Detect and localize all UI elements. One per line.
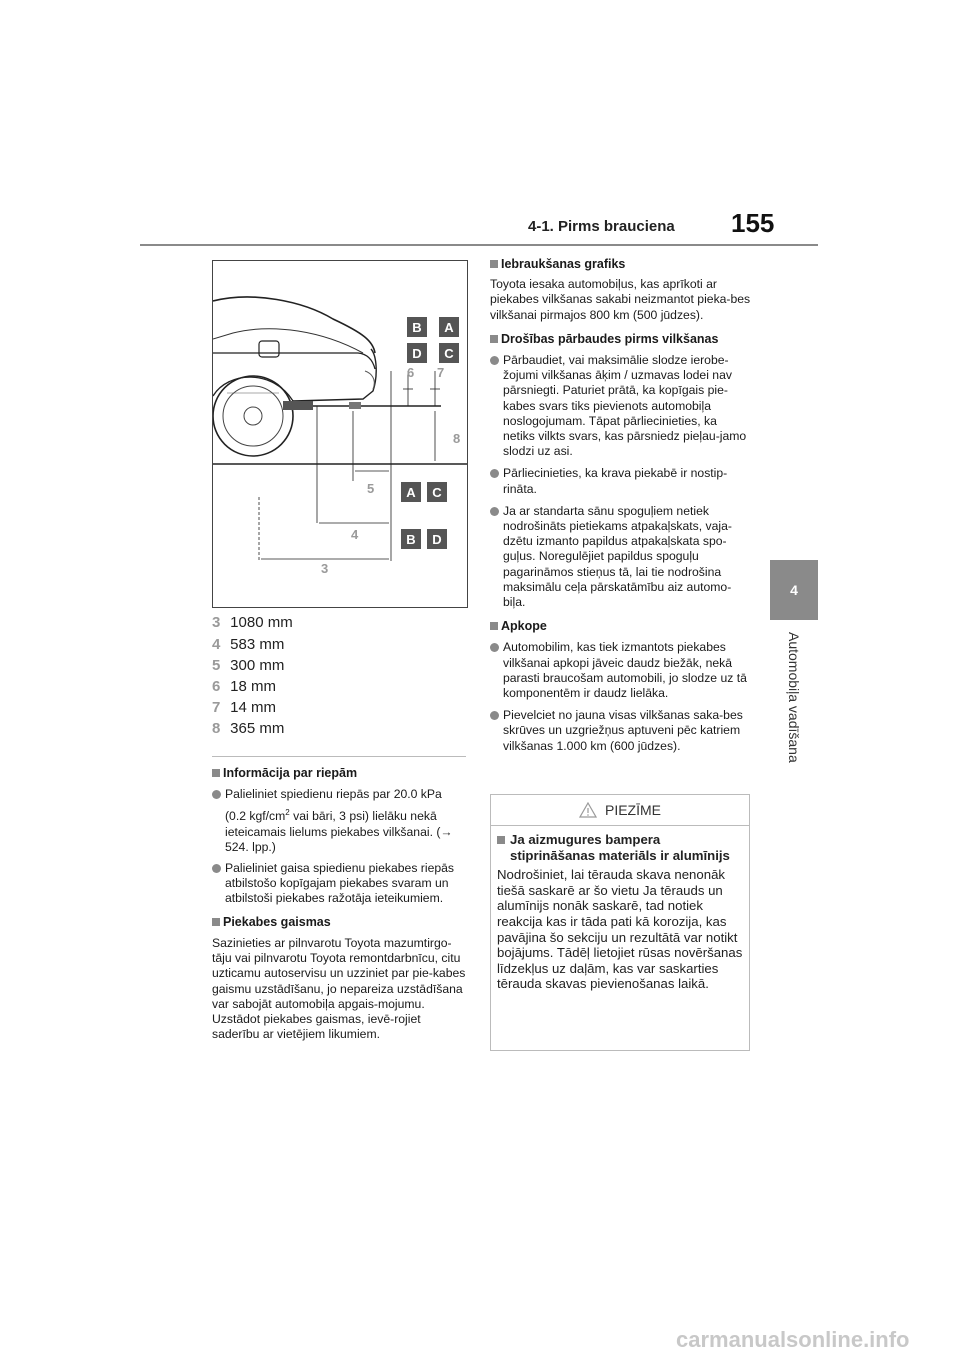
figure-label-7: 7 bbox=[437, 365, 445, 380]
safety-heading-text: Drošības pārbaudes pirms vilkšanas bbox=[501, 331, 719, 346]
lights-heading-text: Piekabes gaismas bbox=[223, 914, 331, 929]
tow-hitch-dimension-figure bbox=[212, 260, 468, 608]
figure-label-6: 6 bbox=[407, 365, 415, 380]
tag-a-mid: A bbox=[401, 482, 421, 502]
spec-6 bbox=[212, 678, 276, 695]
maint-heading-text: Apkope bbox=[501, 619, 547, 634]
spec-value: 18 mm bbox=[230, 678, 277, 695]
square-bullet-icon bbox=[490, 335, 498, 343]
spec-value: 365 mm bbox=[230, 720, 285, 737]
note-title: PIEZĪME bbox=[604, 802, 661, 818]
spec-value: 583 mm bbox=[230, 636, 285, 653]
tyres-heading bbox=[212, 766, 470, 781]
header-divider bbox=[140, 244, 818, 246]
chapter-label bbox=[768, 632, 820, 782]
safety-b1-text: Pārbaudiet, vai maksimālie slodze ierobe-žojumi vilkšanas āķim / uzmavas lodei nav pārsniegti. Paturiet prātā, ka kopīgais pie-kabes svars tiks pievienots automobiļa noslogojumam. Tāpat pārliecinieties, ka netiks vilkts svars, kas pārsniedz pieļau-jamo slodzi uz asi. bbox=[503, 353, 747, 459]
tyres-b1-line3: ieteicamais lielums piekabes vilkšanai. (→ bbox=[225, 824, 453, 839]
spec-4 bbox=[212, 636, 284, 653]
figure-label-5: 5 bbox=[367, 481, 375, 496]
square-bullet-icon bbox=[497, 836, 505, 844]
tyres-b1-line1: Palieliniet spiedienu riepās par 20.0 kPa bbox=[225, 787, 442, 802]
maint-heading bbox=[490, 619, 752, 634]
round-bullet-icon bbox=[490, 507, 499, 516]
spec-num: 3 bbox=[212, 614, 221, 631]
spec-value: 14 mm bbox=[230, 699, 277, 716]
safety-b3-text: Ja ar standarta sānu spoguļiem netiek nodrošināts pietiekams atpakaļskats, vaja-dzētu izmanto papildus atpakaļskata spo-guļus. Noregulējiet papildus spoguļu pagarināmos stieņus tā, lai tie nodrošina maksimālu ceļa pārskatāmību aiz automo-biļa. bbox=[503, 503, 732, 610]
tag-c-mid: C bbox=[427, 482, 447, 502]
round-bullet-icon bbox=[490, 356, 499, 365]
spec-7 bbox=[212, 699, 276, 716]
car-rear-diagram bbox=[213, 261, 467, 607]
tag-d-bottom: D bbox=[427, 529, 447, 549]
warning-triangle-icon bbox=[579, 802, 597, 818]
spec-num: 5 bbox=[212, 657, 221, 674]
note-subheading bbox=[497, 832, 743, 863]
spec-value: 1080 mm bbox=[230, 614, 293, 631]
tyres-bullet-2 bbox=[212, 861, 470, 907]
tyres-b2-text: Palieliniet gaisa spiedienu piekabes riepās atbilstošo kopīgajam piekabes svaram un atbilstoši piekabes ražotāja ieteikumiem. bbox=[225, 861, 455, 906]
note-box bbox=[490, 794, 750, 1051]
maint-b2-text: Pievelciet no jauna visas vilkšanas saka-bes skrūves un uzgriežņus aptuveni pēc katriem vilkšanas 1.000 km (600 jūdzes). bbox=[503, 708, 743, 753]
figure-label-4: 4 bbox=[351, 527, 359, 542]
tag-b-bottom: B bbox=[401, 529, 421, 549]
spec-num: 6 bbox=[212, 678, 221, 695]
tyres-b1-sup: 2 bbox=[285, 808, 290, 818]
tyres-heading-text: Informācija par riepām bbox=[223, 766, 358, 780]
right-column bbox=[490, 257, 752, 754]
spec-3 bbox=[212, 614, 293, 631]
figure-label-8: 8 bbox=[453, 431, 461, 446]
square-bullet-icon bbox=[212, 918, 220, 926]
spec-num: 8 bbox=[212, 720, 221, 737]
note-body bbox=[491, 826, 749, 992]
page-number: 155 bbox=[731, 208, 775, 238]
square-bullet-icon bbox=[212, 769, 220, 777]
safety-b2-text: Pārliecinieties, ka krava piekabē ir nostip-rināta. bbox=[503, 466, 728, 496]
spec-num: 4 bbox=[212, 636, 221, 653]
spec-value: 300 mm bbox=[230, 657, 285, 674]
tyres-b1-line2 bbox=[225, 805, 470, 824]
maint-b1-text: Automobilim, kas tiek izmantots piekabes vilkšanai apkopi jāveic daudz biežāk, nekā parasti braucošam automobili, jo slodze uz tā komponentēm ir daudz lielāka. bbox=[503, 640, 747, 701]
round-bullet-icon bbox=[490, 469, 499, 478]
note-subheading-text: Ja aizmugures bampera stiprināšanas materiāls ir alumīnijs bbox=[510, 832, 730, 863]
spec-8 bbox=[212, 720, 284, 737]
round-bullet-icon bbox=[490, 643, 499, 652]
watermark: carmanualsonline.info bbox=[676, 1327, 910, 1352]
square-bullet-icon bbox=[490, 260, 498, 268]
note-header bbox=[491, 795, 749, 826]
maint-bullet-2 bbox=[490, 708, 752, 754]
breakin-heading-text: Iebraukšanas grafiks bbox=[501, 257, 626, 271]
maint-bullet-1 bbox=[490, 640, 752, 701]
section-title: 4-1. Pirms brauciena bbox=[528, 218, 675, 235]
tyres-b1-part-b: vai bāri, 3 psi) lielāku nekā bbox=[289, 809, 437, 824]
safety-bullet-3 bbox=[490, 504, 752, 610]
tyres-bullet-1 bbox=[212, 787, 470, 855]
tag-a-top: A bbox=[439, 317, 459, 337]
chapter-label-text: Automobiļa vadīšana bbox=[786, 632, 802, 763]
lights-text: Sazinieties ar pilnvarotu Toyota mazumtirgo-tāju vai pilnvarotu Toyota remontdarbnīcu, citu uzticamu autoservisu un uzziniet par pie-kabes gaismu uzstādīšanu, jo nepareiza uzstādīšana var sabojāt automobiļa apgais-mojumu. Uzstādot piekabes gaismas, ievē-rojiet saderību ar vietējiem likumiem. bbox=[212, 935, 466, 1042]
tyres-b1-line4: 524. lpp.) bbox=[225, 839, 276, 854]
spec-divider bbox=[212, 756, 466, 757]
safety-bullet-2 bbox=[490, 466, 752, 496]
safety-bullet-1 bbox=[490, 353, 752, 459]
breakin-text: Toyota iesaka automobiļus, kas aprīkoti ar piekabes vilkšanas sakabi neizmantot pieka-bes vilkšanai pirmajos 800 km (500 jūdzes). bbox=[490, 277, 751, 322]
chapter-tab: 4 bbox=[770, 560, 818, 620]
left-column bbox=[212, 766, 470, 1042]
tag-b-top: B bbox=[407, 317, 427, 337]
figure-label-3: 3 bbox=[321, 561, 329, 576]
safety-heading bbox=[490, 332, 752, 347]
breakin-heading bbox=[490, 257, 752, 272]
round-bullet-icon bbox=[212, 864, 221, 873]
spec-num: 7 bbox=[212, 699, 221, 716]
tag-c-top: C bbox=[439, 343, 459, 363]
lights-heading bbox=[212, 915, 470, 930]
square-bullet-icon bbox=[490, 622, 498, 630]
tag-d-top: D bbox=[407, 343, 427, 363]
spec-5 bbox=[212, 657, 284, 674]
round-bullet-icon bbox=[490, 711, 499, 720]
round-bullet-icon bbox=[212, 790, 221, 799]
tyres-b1-part-a: (0.2 kgf/cm bbox=[225, 809, 286, 824]
note-text: Nodrošiniet, lai tērauda skava nenonāk tiešā saskarē ar šo vietu Ja tērauds un alumīnijs nonāk saskarē, tad notiek reakcija kas ir tāda pati kā korozija, kas pavājina šo sekciju un rezultātā var notikt bojājums. Tādēļ lietojiet rūsas novēršanas līdzekļus uz daļām, kas var saskarties tērauda skavas pievienošanas laikā. bbox=[497, 867, 743, 992]
